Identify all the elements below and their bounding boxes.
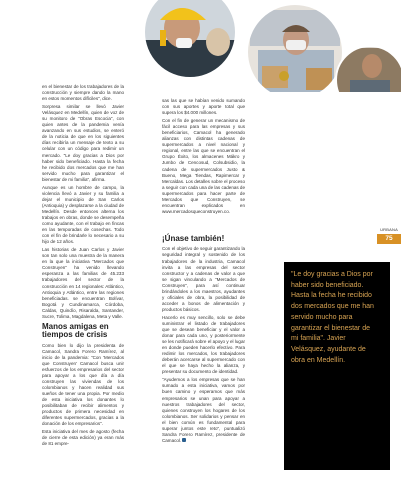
paragraph: Con el objetivo de seguir garantizando la seguridad integral y sostenido de los trabajadores de la industria, Camacol invita a las empresas del sector constructor y a cadenas de valor a que se sigan vinculando a "Mercados de Construyen", para así continuar brindándoles a los maestros, ayudantes y oficiales de obra, la posibilidad de acceder a bonos de alimentación y productos básicos.	[162, 246, 245, 312]
paragraph: sas las que se habían venido sumando con sus aportes y aporte total que supera los $4.000 millones.	[162, 98, 245, 116]
article-column-2-lower	[162, 232, 245, 446]
pull-quote-box	[284, 262, 390, 470]
section-label: URBANA	[380, 227, 398, 232]
paragraph: en el bienestar de los trabajadores de la construcción y siempre dando la mano en estos momentos difíciles", dice.	[42, 84, 124, 102]
pull-quote-text: "Le doy gracias a Dios por haber sido beneficiado. Hasta la fecha he recibido dos mercados que me han servido mucho para garantizar el bienestar de mi familia". Javier Velásquez, ayudante de obra en Medellín.	[291, 271, 374, 364]
paragraph: Con el fin de generar un mecanismo de fácil acceso para las empresas y sus beneficiarios, Camacol ha generado alianzas con distintas cadenas de supermercados a nivel nacional y regional, entre las que se encuentran el Grupo Éxito, los almacenes Mákro y Jumbo de Cencosud, Colsubsidio, la cadena de supermercados Justo & Bueno, Mega Tiendas, Rapimercar y Mercaldas. Los detalles sobre el proceso a seguir con cada una de las cadenas de supermercados para hacer parte de Mercados que Construyen, se encuentran explicados en www.mercadosqueconstruyen.co.	[162, 118, 245, 214]
section-heading: Manos amigas en tiempos de crisis	[42, 321, 109, 340]
paragraph-text: "Ayudemos a los empresas que se han sumado a esta iniciativa, vamos por buen camino y esperamos que más empresarios se unan para apoyar a nuestros trabajadores del sector, quienes construyen los hogares de los colombianos. Ser solidarios y pensar en el bien común es fundamental para superar juntos este reto", puntualizó Sandra Forero Ramírez, presidente de Camacol.	[162, 377, 245, 443]
paragraph: Hacerlo es muy sencillo, solo se debe suministrar el listado de trabajadores que se desean beneficiar y el valor a donar para cada uno, y posteriormente se les notificará sobre el apoyo y el lugar en donde pueden hacerlo efectivo. Para redimir los mercados, los trabajadores deberán acercarse al supermercado con el que se haya hecho la alianza, y presentar su documento de identidad.	[162, 314, 245, 375]
worker-helmet-photo	[140, 0, 240, 90]
paragraph: Sorpresa similar se llevó Javier Velásquez en Medellín, quien de voz de su monitoro de "Obras Escocia", con quien antes de la pandemia venía avanzando en sus estudios, se enteró de la noticia de que en los siguientes días recibiría un mensaje de texto a su celular con un código para redimir un mercado. "Le doy gracias a Dios por haber sido beneficiado. Hasta la fecha he recibido dos mercados que me han servido mucho para garantizar el bienestar de mi familia", afirma.	[42, 104, 124, 182]
paragraph: Las historias de Juan Carlos y Javier son tan solo una muestra de la manera en la que la iniciativa "Mercados que Construyen" ha venido llevando esperanza a las familias de 45.233 trabajadores del sector de la construcción en 14 regionales: Atlántico, Antioquia y Atlántico, entre las regiones beneficiadas. se encuentran Bolívar, Bogotá y Cundinamarca, Córdoba, Caldas, Quindío, Risaralda, Santander, Sucre, Tolima, Magdalena, Meta y Valle.	[42, 247, 124, 319]
paragraph: Aunque es un hombre de campo, la violencia llevó a Javier y su familia a dejar el municipio de San Carlos (Antioquia) y desplazarse a la ciudad de Medellín. Desde entonces alterna los trabajos en obras, donde se desempeña como ayudante, con el trabajo en fincas en las temporadas de cosechas. Todo con el fin de brindarle lo necesario a su hijo de 12 años.	[42, 184, 124, 245]
article-column-1	[42, 84, 124, 449]
worker-mask-photo	[245, 0, 345, 92]
paragraph	[162, 377, 245, 444]
paragraph: Como bien lo dijo la presidenta de Camacol, Sandra Forero Ramírez, al inicio de la pandemia: "Con 'Mercados que Construyen' Camacol busca unir esfuerzos de los empresarios del sector para apoyar a los que día a día construyen las viviendas de los colombianos y hacen realidad sus sueños de tener una propia. Por medio de esta iniciativa los donantes lo posibilitaban de recibir alimentos y productos de primera necesidad en diferentes supermercados, gracias a la donación de los empresarios".	[42, 342, 124, 427]
section-heading: ¡Únase también!	[162, 234, 225, 243]
article-column-2	[162, 98, 245, 217]
workers-photo-strip	[0, 0, 401, 92]
end-mark-icon	[182, 438, 186, 442]
paragraph: Esta iniciativa del mes de agosto (fecha de cierre de esta edición) ya eran más de 81 empre-	[42, 429, 124, 447]
page-number: 75	[377, 234, 401, 244]
